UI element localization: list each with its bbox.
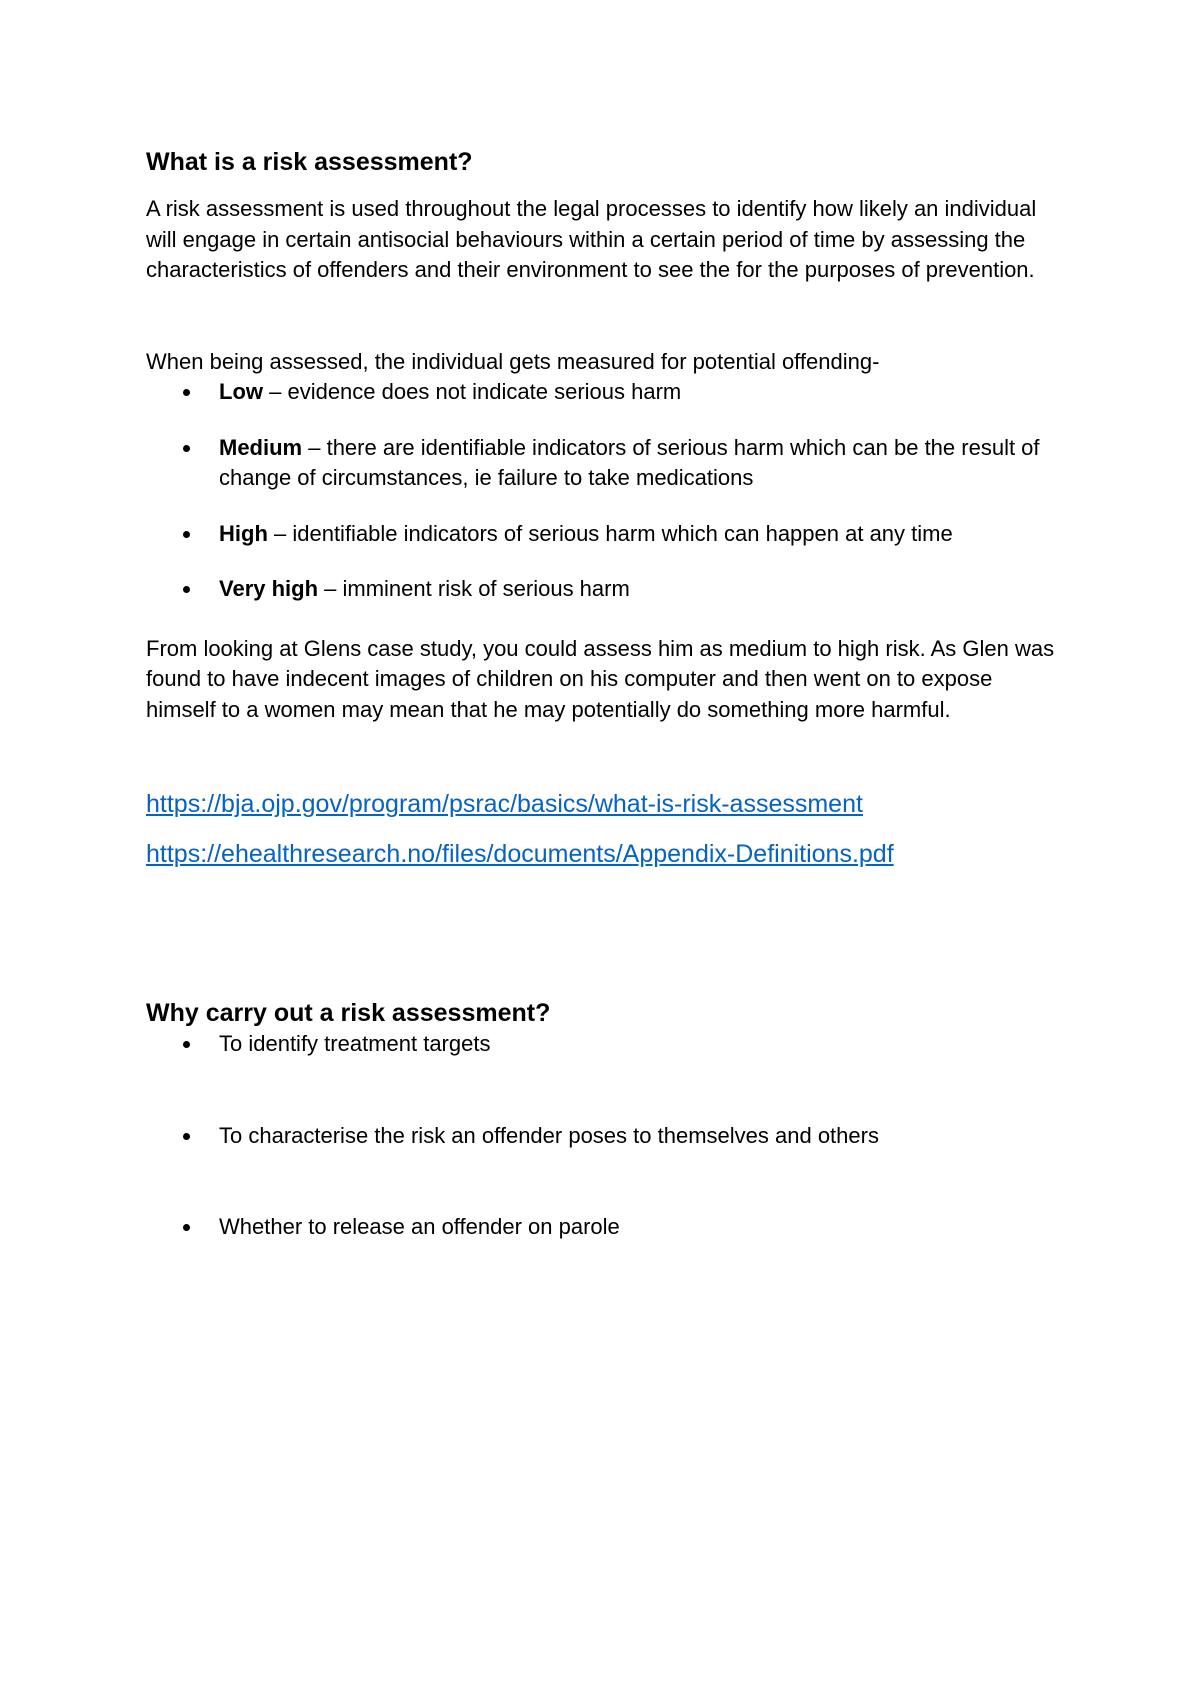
- reason-item: [146, 1121, 1066, 1152]
- section-heading-what-is-risk-assessment: What is a risk assessment?: [146, 148, 473, 176]
- bullet-icon: [183, 586, 190, 593]
- risk-level-description: – there are identifiable indicators of serious harm which can be the result of change of circumstances, ie failure to take medications: [219, 434, 1040, 490]
- intro-paragraph: A risk assessment is used throughout the legal processes to identify how likely an individual will engage in certain antisocial behaviours within a certain period of time by assessing the characteristics of offenders and their environment to see the for the purposes of prevention.: [146, 196, 1037, 282]
- risk-level-term: High: [219, 520, 268, 546]
- bullet-icon: [183, 445, 190, 452]
- section-heading-why-risk-assessment: Why carry out a risk assessment?: [146, 999, 551, 1027]
- bullet-icon: [183, 1041, 190, 1048]
- reason-item: [146, 1029, 1066, 1060]
- risk-levels-list: [146, 377, 1066, 605]
- case-study-paragraph: From looking at Glens case study, you could assess him as medium to high risk. As Glen was found to have indecent images of children on his computer and then went on to expose himself to a women may mean that he may potentially do something more harmful.: [146, 635, 1055, 722]
- risk-level-term: Low: [219, 379, 263, 404]
- risk-level-item-very-high: [146, 574, 1066, 605]
- bullet-icon: [183, 1133, 190, 1140]
- bullet-icon: [183, 531, 190, 538]
- risk-level-item-high: [146, 519, 1066, 550]
- reason-text: To identify treatment targets: [219, 1031, 491, 1056]
- reason-text: To characterise the risk an offender poses to themselves and others: [219, 1122, 879, 1148]
- reason-text: Whether to release an offender on parole: [219, 1214, 620, 1239]
- risk-level-description: – evidence does not indicate serious harm: [263, 379, 682, 404]
- reason-item: [146, 1212, 1066, 1243]
- reference-link-ehealthresearch[interactable]: https://ehealthresearch.no/files/documents/Appendix-Definitions.pdf: [146, 840, 894, 868]
- reference-link-bja[interactable]: https://bja.ojp.gov/program/psrac/basics/what-is-risk-assessment: [146, 790, 863, 818]
- risk-level-description: – identifiable indicators of serious harm which can happen at any time: [267, 520, 953, 546]
- assessment-intro-paragraph: When being assessed, the individual gets measured for potential offending-: [146, 348, 880, 374]
- bullet-icon: [183, 1224, 190, 1231]
- reasons-list: [146, 1029, 1066, 1243]
- bullet-icon: [183, 389, 190, 396]
- risk-level-description: – imminent risk of serious harm: [318, 576, 630, 601]
- risk-level-term: Medium: [219, 434, 303, 460]
- risk-level-term: Very high: [219, 576, 319, 601]
- document-content: [146, 146, 1066, 1243]
- risk-level-item-medium: [146, 433, 1066, 494]
- risk-level-item-low: [146, 377, 1066, 408]
